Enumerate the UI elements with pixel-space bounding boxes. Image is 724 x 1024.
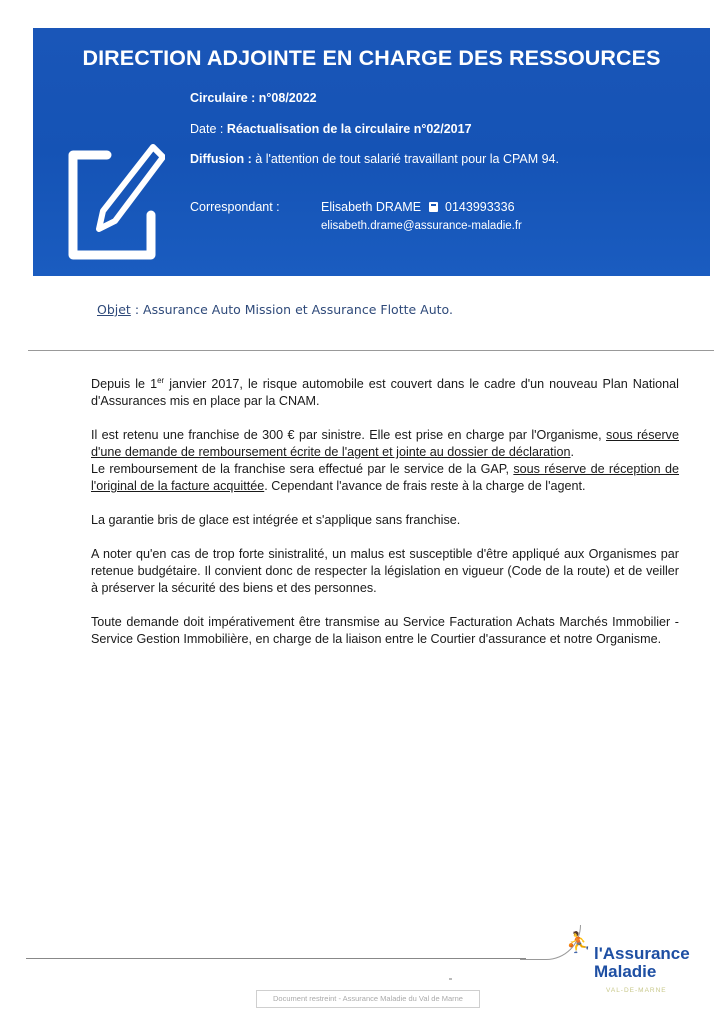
text: Il est retenu une franchise de 300 € par sinistre. Elle est prise en charge par l'Organisme, bbox=[91, 428, 607, 442]
scan-mark bbox=[449, 978, 452, 980]
circulaire-label: Circulaire : bbox=[190, 91, 259, 105]
subject-separator: : bbox=[130, 302, 144, 317]
assurance-maladie-logo bbox=[566, 930, 716, 1000]
header-banner bbox=[33, 28, 710, 276]
footer-divider bbox=[26, 958, 526, 959]
running-figures-icon: ⛹ bbox=[566, 932, 591, 954]
subject-line bbox=[97, 302, 453, 317]
date-field bbox=[190, 122, 472, 136]
text: Depuis le 1 bbox=[91, 377, 158, 391]
correspondant-phone: 0143993336 bbox=[445, 200, 515, 214]
text: . bbox=[570, 445, 574, 459]
paragraph-5: A noter qu'en cas de trop forte sinistralité, un malus est susceptible d'être appliqué aux Organismes par retenue budgétaire. Il convient donc de respecter la législation en vigueur (Code de la route) et de veiller à préserver la sécurité des biens et des personnes. bbox=[91, 547, 679, 595]
diffusion-field bbox=[190, 152, 559, 166]
date-label: Date : bbox=[190, 122, 227, 136]
circulaire-field bbox=[190, 91, 317, 105]
correspondant-label: Correspondant : bbox=[190, 200, 280, 214]
paragraph-6: Toute demande doit impérativement être transmise au Service Facturation Achats Marchés Immobilier - Service Gestion Immobilière, en charge de la liaison entre le Courtier d'assurance et notre Organisme. bbox=[91, 615, 679, 646]
document-body bbox=[91, 376, 679, 665]
paragraph-3 bbox=[91, 461, 679, 495]
circulaire-value: n°08/2022 bbox=[258, 91, 317, 105]
paragraph-2 bbox=[91, 427, 679, 461]
subject-text: Assurance Auto Mission et Assurance Flotte Auto. bbox=[143, 302, 453, 317]
date-value: Réactualisation de la circulaire n°02/2017 bbox=[226, 122, 472, 136]
correspondant-contact bbox=[321, 200, 515, 214]
underlined-text: sous réserve d'une demande de remboursement écrite de l'agent et jointe au dossier de déclaration bbox=[91, 428, 679, 459]
logo-line-1: l'Assurance bbox=[594, 944, 690, 963]
subject-label: Objet bbox=[97, 302, 131, 317]
diffusion-value: à l'attention de tout salarié travaillant pour la CPAM 94. bbox=[255, 152, 559, 166]
superscript: er bbox=[157, 375, 165, 385]
diffusion-label: Diffusion : bbox=[190, 152, 256, 166]
text: . Cependant l'avance de frais reste à la charge de l'agent. bbox=[264, 479, 586, 493]
divider bbox=[28, 350, 714, 351]
text: janvier 2017, le risque automobile est couvert dans le cadre d'un nouveau Plan National d'Assurances mis en place par la CNAM. bbox=[91, 377, 679, 408]
correspondant-email[interactable]: elisabeth.drame@assurance-maladie.fr bbox=[321, 220, 522, 232]
text: Le remboursement de la franchise sera effectué par le service de la GAP, bbox=[91, 462, 514, 476]
paragraph-1 bbox=[91, 376, 679, 410]
underlined-text: sous réserve de réception de l'original de la facture acquittée bbox=[91, 462, 680, 493]
confidentiality-notice: Document restreint - Assurance Maladie du Val de Marne bbox=[256, 990, 480, 1008]
edit-document-icon bbox=[65, 143, 165, 263]
correspondant-name: Elisabeth DRAME bbox=[321, 200, 422, 214]
paragraph-4: La garantie bris de glace est intégrée et s'applique sans franchise. bbox=[91, 513, 461, 527]
logo-line-2: Maladie bbox=[594, 962, 657, 981]
phone-icon bbox=[429, 202, 438, 212]
logo-region: VAL-DE-MARNE bbox=[606, 987, 667, 994]
department-title: DIRECTION ADJOINTE EN CHARGE DES RESSOURCES bbox=[82, 46, 661, 70]
